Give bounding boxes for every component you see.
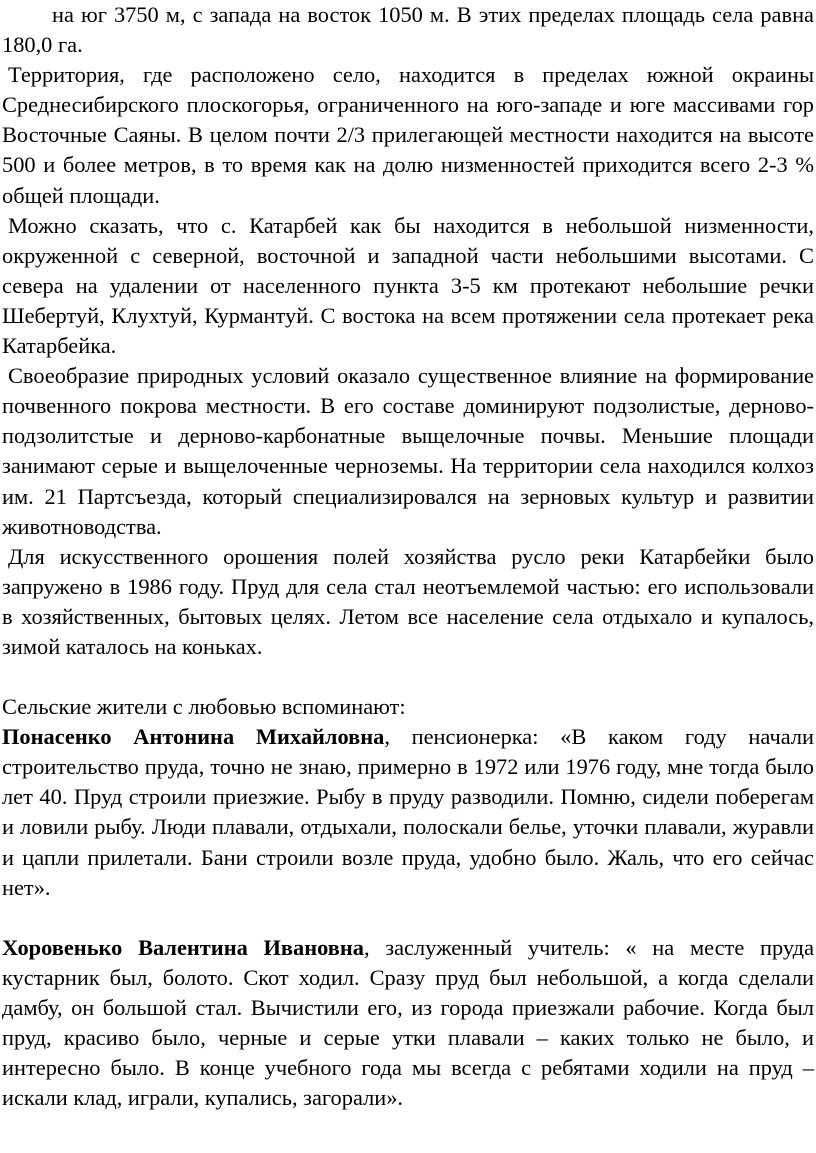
paragraph-pond: Для искусственного орошения полей хозяйства русло реки Катарбейки было запружено в 1986 году. Пруд для села стал неотъемлемой частью: его использовали в хозяйственных, бытовых целях. Летом все население села отдыхало и купалось, зимой каталось на коньках. — [2, 543, 814, 659]
paragraph-soils: Своеобразие природных условий оказало существенное влияние на формирование почвенного покрова местности. В его составе доминируют подзолистые, дерново-подзолитстые и дерново-карбонатные выщелочные почвы. Меньшие площади занимают серые и выщелоченные черноземы. На территории села находился колхоз им. 21 Партсъезда, который специализировался на зерновых культур и развитии животноводства. — [2, 363, 814, 539]
memories-intro: Сельские жители с любовью вспоминают: — [2, 694, 406, 720]
testimonial-khorovenko — [2, 933, 814, 1114]
paragraph-area: на юг 3750 м, с запада на восток 1050 м. В этих пределах площадь села равна 180,0 га. — [2, 2, 814, 58]
testimonial-ponasenko — [2, 722, 814, 903]
testimonial-name: Хоровенько Валентина Ивановна — [2, 934, 364, 960]
testimonial-text: , пенсионерка: «В каком году начали строительство пруда, точно не знаю, примерно в 1972 или 1976 году, мне тогда было лет 40. Пруд строили приезжие. Рыбу в пруду разводили. Помню, сидели поберегам и ловили рыбу. Люди плавали, отдыхали, полоскали белье, уточки плавали, журавли и цапли прилетали. Бани строили возле пруда, удобно было. Жаль, что его сейчас нет». — [2, 724, 815, 900]
blank-line — [2, 903, 814, 933]
blank-line — [2, 662, 814, 692]
testimonial-name: Понасенко Антонина Михайловна — [2, 724, 385, 750]
paragraph-lowland: Можно сказать, что с. Катарбей как бы находится в небольшой низменности, окруженной с северной, восточной и западной части небольшими высотами. С севера на удалении от населенного пункта 3-5 км протекают небольшие речки Шебертуй, Клухтуй, Курмантуй. С востока на всем протяжении села протекает река Катарбейка. — [2, 212, 814, 359]
paragraph-territory: Территория, где расположено село, находится в пределах южной окраины Среднесибирского плоскогорья, ограниченного на юго-западе и юге массивами гор Восточные Саяны. В целом почти 2/3 прилегающей местности находится на высоте 500 и более метров, в то время как на долю низменностей приходится всего 2-3 % общей площади. — [2, 62, 814, 208]
testimonial-text: , заслуженный учитель: « на месте пруда кустарник был, болото. Скот ходил. Сразу пруд был небольшой, а когда сделали дамбу, он большой стал. Вычистили его, из города приезжали рабочие. Когда был пруд, красиво было, черные и серые утки плавали – каких только не было, и интересно было. В конце учебного года мы всегда с ребятами ходили на пруд – искали клад, играли, купались, загорали». — [2, 934, 815, 1111]
